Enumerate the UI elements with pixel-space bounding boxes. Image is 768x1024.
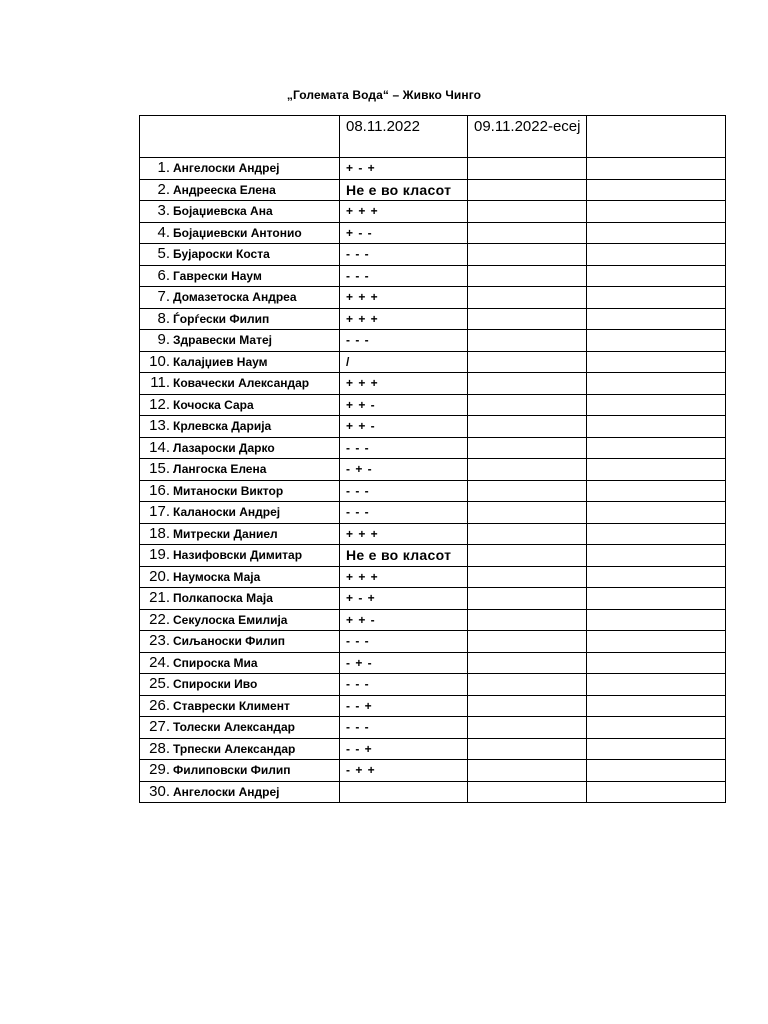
- empty-cell: [468, 545, 587, 567]
- row-number: 3.: [157, 202, 170, 220]
- row-number: 11.: [150, 374, 170, 392]
- student-cell: [140, 373, 340, 395]
- empty-cell: [587, 545, 726, 567]
- student-name: Трпески Александар: [173, 741, 296, 756]
- table-row: [140, 308, 726, 330]
- mark-cell: + + +: [340, 566, 468, 588]
- student-name: Здравески Матеј: [173, 333, 272, 348]
- row-number: 29.: [149, 761, 170, 779]
- empty-cell: [468, 674, 587, 696]
- row-number: 22.: [149, 610, 170, 628]
- table-row: [140, 330, 726, 352]
- mark-cell: + + -: [340, 609, 468, 631]
- row-number: 19.: [149, 546, 170, 564]
- empty-cell: [587, 265, 726, 287]
- empty-cell: [468, 330, 587, 352]
- mark-cell: + + +: [340, 308, 468, 330]
- student-cell: [140, 631, 340, 653]
- table-row: [140, 781, 726, 803]
- empty-cell: [587, 760, 726, 782]
- empty-cell: [587, 201, 726, 223]
- student-cell: [140, 179, 340, 201]
- empty-cell: [468, 373, 587, 395]
- student-cell: [140, 416, 340, 438]
- student-cell: [140, 502, 340, 524]
- header-date-2: 09.11.2022-есеј: [468, 116, 587, 158]
- mark-cell: Не е во класот: [340, 545, 468, 567]
- document-title: „Големата Вода“ – Живко Чинго: [286, 88, 482, 102]
- empty-cell: [587, 244, 726, 266]
- student-name: Ѓорѓески Филип: [173, 311, 270, 326]
- mark-cell: - - +: [340, 738, 468, 760]
- empty-cell: [468, 351, 587, 373]
- row-number: 25.: [149, 675, 170, 693]
- empty-cell: [468, 631, 587, 653]
- table-row: [140, 416, 726, 438]
- row-number: 9.: [157, 331, 170, 349]
- mark-cell: + + -: [340, 416, 468, 438]
- row-number: 13.: [149, 417, 170, 435]
- mark-cell: - - -: [340, 244, 468, 266]
- table-row: [140, 265, 726, 287]
- mark-cell: - - -: [340, 480, 468, 502]
- student-name: Ставрески Климент: [173, 698, 290, 713]
- mark-cell: - - -: [340, 674, 468, 696]
- student-name: Андрееска Елена: [173, 182, 276, 197]
- empty-cell: [587, 480, 726, 502]
- student-cell: [140, 158, 340, 180]
- student-cell: [140, 674, 340, 696]
- empty-cell: [587, 437, 726, 459]
- empty-cell: [587, 351, 726, 373]
- row-number: 15.: [149, 460, 170, 478]
- row-number: 10.: [149, 352, 170, 370]
- empty-cell: [468, 158, 587, 180]
- table-row: [140, 394, 726, 416]
- student-name: Толески Александар: [173, 720, 295, 735]
- empty-cell: [468, 717, 587, 739]
- empty-cell: [468, 222, 587, 244]
- mark-cell: /: [340, 351, 468, 373]
- mark-cell: + - +: [340, 158, 468, 180]
- student-cell: [140, 566, 340, 588]
- table-row: [140, 588, 726, 610]
- empty-cell: [587, 158, 726, 180]
- empty-cell: [587, 652, 726, 674]
- row-number: 23.: [149, 632, 170, 650]
- table-row: [140, 201, 726, 223]
- empty-cell: [587, 781, 726, 803]
- empty-cell: [468, 437, 587, 459]
- row-number: 12.: [149, 395, 170, 413]
- student-cell: [140, 760, 340, 782]
- table-row: [140, 179, 726, 201]
- table-row: [140, 760, 726, 782]
- row-number: 21.: [149, 589, 170, 607]
- student-cell: [140, 287, 340, 309]
- student-name: Спироска Миа: [173, 655, 258, 670]
- empty-cell: [468, 738, 587, 760]
- row-number: 8.: [157, 309, 170, 327]
- table-row: [140, 566, 726, 588]
- empty-cell: [587, 674, 726, 696]
- empty-cell: [587, 609, 726, 631]
- mark-cell: + - -: [340, 222, 468, 244]
- student-cell: [140, 244, 340, 266]
- student-cell: [140, 652, 340, 674]
- mark-cell: + + +: [340, 373, 468, 395]
- empty-cell: [587, 330, 726, 352]
- empty-cell: [468, 566, 587, 588]
- header-date-1: 08.11.2022: [340, 116, 468, 158]
- empty-cell: [468, 523, 587, 545]
- student-name: Бујароски Коста: [173, 247, 270, 262]
- student-name: Митрески Даниел: [173, 526, 278, 541]
- student-name: Каланоски Андреј: [173, 505, 281, 520]
- table-header-row: [140, 116, 726, 158]
- student-cell: [140, 201, 340, 223]
- student-name: Сиљаноски Филип: [173, 634, 286, 649]
- grade-table: [139, 115, 726, 803]
- table-row: [140, 287, 726, 309]
- student-name: Лангоска Елена: [173, 462, 267, 477]
- student-name: Домазетоска Андреа: [173, 290, 297, 305]
- row-number: 4.: [157, 223, 170, 241]
- row-number: 28.: [149, 739, 170, 757]
- table-row: [140, 695, 726, 717]
- table-row: [140, 480, 726, 502]
- table-row: [140, 373, 726, 395]
- row-number: 20.: [149, 567, 170, 585]
- student-cell: [140, 609, 340, 631]
- student-name: Лазароски Дарко: [173, 440, 275, 455]
- row-number: 27.: [149, 718, 170, 736]
- student-cell: [140, 695, 340, 717]
- header-date-3: [587, 116, 726, 158]
- student-name: Ковачески Александар: [173, 376, 310, 391]
- mark-cell: + + +: [340, 201, 468, 223]
- row-number: 24.: [149, 653, 170, 671]
- empty-cell: [587, 588, 726, 610]
- empty-cell: [587, 416, 726, 438]
- student-cell: [140, 480, 340, 502]
- mark-cell: [340, 781, 468, 803]
- table-row: [140, 674, 726, 696]
- mark-cell: + + +: [340, 523, 468, 545]
- empty-cell: [587, 717, 726, 739]
- empty-cell: [468, 179, 587, 201]
- empty-cell: [468, 416, 587, 438]
- student-cell: [140, 717, 340, 739]
- student-name: Назифовски Димитар: [173, 548, 303, 563]
- mark-cell: - + -: [340, 652, 468, 674]
- table-row: [140, 717, 726, 739]
- student-cell: [140, 351, 340, 373]
- mark-cell: + - +: [340, 588, 468, 610]
- student-name: Наумоска Маја: [173, 569, 261, 584]
- empty-cell: [468, 265, 587, 287]
- student-name: Крлевска Дарија: [173, 419, 272, 434]
- empty-cell: [587, 373, 726, 395]
- empty-cell: [587, 222, 726, 244]
- mark-cell: - - -: [340, 330, 468, 352]
- empty-cell: [468, 394, 587, 416]
- student-cell: [140, 738, 340, 760]
- empty-cell: [587, 179, 726, 201]
- empty-cell: [468, 588, 587, 610]
- row-number: 16.: [149, 481, 170, 499]
- student-name: Филиповски Филип: [173, 763, 291, 778]
- row-number: 18.: [149, 524, 170, 542]
- student-name: Митаноски Виктор: [173, 483, 284, 498]
- mark-cell: + + +: [340, 287, 468, 309]
- mark-cell: - - -: [340, 717, 468, 739]
- empty-cell: [468, 308, 587, 330]
- mark-cell: Не е во класот: [340, 179, 468, 201]
- mark-cell: - - -: [340, 437, 468, 459]
- table-row: [140, 158, 726, 180]
- empty-cell: [587, 502, 726, 524]
- student-name: Бојаџиевска Ана: [173, 204, 273, 219]
- empty-cell: [468, 760, 587, 782]
- student-name: Ангелоски Андреј: [173, 784, 280, 799]
- empty-cell: [468, 480, 587, 502]
- table-row: [140, 459, 726, 481]
- student-cell: [140, 523, 340, 545]
- empty-cell: [587, 523, 726, 545]
- empty-cell: [587, 695, 726, 717]
- mark-cell: + + -: [340, 394, 468, 416]
- student-cell: [140, 265, 340, 287]
- row-number: 5.: [157, 245, 170, 263]
- student-cell: [140, 459, 340, 481]
- empty-cell: [468, 201, 587, 223]
- student-cell: [140, 781, 340, 803]
- table-row: [140, 437, 726, 459]
- student-name: Кочоска Сара: [173, 397, 254, 412]
- empty-cell: [587, 459, 726, 481]
- empty-cell: [468, 502, 587, 524]
- table-row: [140, 523, 726, 545]
- student-cell: [140, 394, 340, 416]
- table-row: [140, 609, 726, 631]
- student-name: Секулоска Емилија: [173, 612, 288, 627]
- student-name: Бојаџиевски Антонио: [173, 225, 302, 240]
- student-cell: [140, 588, 340, 610]
- empty-cell: [468, 244, 587, 266]
- empty-cell: [468, 695, 587, 717]
- row-number: 6.: [157, 266, 170, 284]
- student-name: Калајџиев Наум: [173, 354, 268, 369]
- table-row: [140, 738, 726, 760]
- empty-cell: [587, 394, 726, 416]
- student-cell: [140, 330, 340, 352]
- empty-cell: [587, 738, 726, 760]
- mark-cell: - - -: [340, 502, 468, 524]
- empty-cell: [587, 308, 726, 330]
- student-name: Спироски Иво: [173, 677, 258, 692]
- empty-cell: [587, 631, 726, 653]
- row-number: 14.: [149, 438, 170, 456]
- mark-cell: - - -: [340, 631, 468, 653]
- row-number: 2.: [157, 180, 170, 198]
- row-number: 7.: [157, 288, 170, 306]
- table-row: [140, 502, 726, 524]
- empty-cell: [468, 652, 587, 674]
- row-number: 1.: [157, 159, 170, 177]
- student-name: Ангелоски Андреј: [173, 161, 280, 176]
- mark-cell: - + -: [340, 459, 468, 481]
- mark-cell: - - +: [340, 695, 468, 717]
- table-row: [140, 652, 726, 674]
- empty-cell: [468, 609, 587, 631]
- table-row: [140, 244, 726, 266]
- empty-cell: [587, 287, 726, 309]
- table-row: [140, 351, 726, 373]
- table-row: [140, 222, 726, 244]
- student-name: Гавреcки Наум: [173, 268, 262, 283]
- empty-cell: [468, 459, 587, 481]
- row-number: 30.: [149, 782, 170, 800]
- student-name: Полкапоска Маја: [173, 591, 273, 606]
- student-cell: [140, 222, 340, 244]
- empty-cell: [587, 566, 726, 588]
- row-number: 17.: [149, 503, 170, 521]
- mark-cell: - + +: [340, 760, 468, 782]
- empty-cell: [468, 287, 587, 309]
- student-cell: [140, 545, 340, 567]
- student-cell: [140, 308, 340, 330]
- row-number: 26.: [149, 696, 170, 714]
- table-row: [140, 545, 726, 567]
- empty-cell: [468, 781, 587, 803]
- student-cell: [140, 437, 340, 459]
- table-row: [140, 631, 726, 653]
- mark-cell: - - -: [340, 265, 468, 287]
- header-name-cell: [140, 116, 340, 158]
